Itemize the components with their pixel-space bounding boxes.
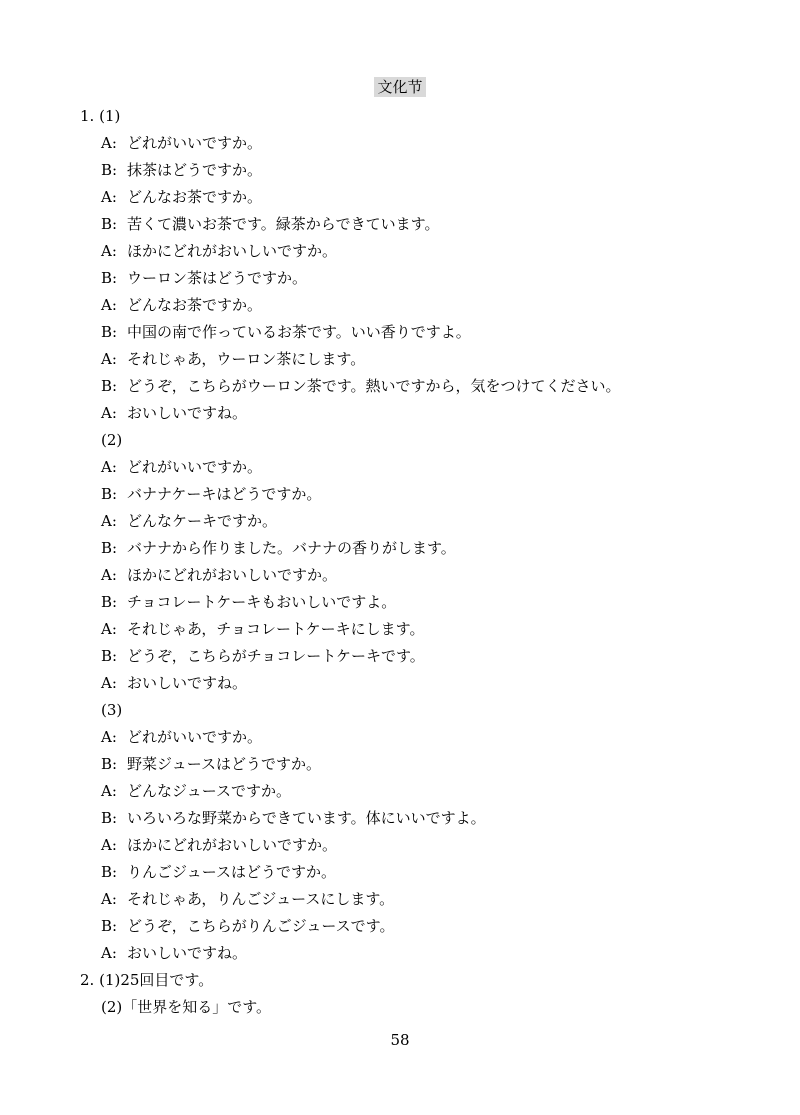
- dialog-line: B: どうぞ，こちらがりんごジュースです。: [101, 917, 395, 935]
- dialog-line: A: それじゃあ，チョコレートケーキにします。: [101, 620, 425, 638]
- dialog-line: A: どれがいいですか。: [101, 134, 263, 152]
- dialog-line: B: ウーロン茶はどうですか。: [101, 269, 308, 287]
- dialog-line: B: バナナから作りました。バナナの香りがします。: [101, 539, 456, 557]
- dialog-line: A: それじゃあ，ウーロン茶にします。: [101, 350, 366, 368]
- page-title: 文化节: [0, 76, 800, 98]
- dialog-line: B: 苦くて濃いお茶です。緑茶からできています。: [101, 215, 440, 233]
- subsection-label: (2): [101, 431, 123, 449]
- section-2-heading: 2. (1)25回目です。: [80, 971, 214, 989]
- page-number: 58: [390, 1031, 410, 1049]
- dialog-line: A: どれがいいですか。: [101, 458, 263, 476]
- dialog-line: B: 野菜ジュースはどうですか。: [101, 755, 321, 773]
- dialog-line: A: どんなジュースですか。: [101, 782, 291, 800]
- dialog-line: B: どうぞ，こちらがウーロン茶です。熱いですから，気をつけてください。: [101, 377, 621, 395]
- dialog-line: B: バナナケーキはどうですか。: [101, 485, 322, 503]
- dialog-line: B: いろいろな野菜からできています。体にいいですよ。: [101, 809, 486, 827]
- dialog-line: B: チョコレートケーキもおいしいですよ。: [101, 593, 397, 611]
- dialog-line: B: りんごジュースはどうですか。: [101, 863, 336, 881]
- dialog-line: A: ほかにどれがおいしいですか。: [101, 242, 338, 260]
- dialog-line: A: どんなお茶ですか。: [101, 188, 263, 206]
- dialog-line: A: ほかにどれがおいしいですか。: [101, 836, 338, 854]
- dialog-line: A: おいしいですね。: [101, 674, 248, 692]
- answer-line: (2)「世界を知る」です。: [101, 998, 272, 1016]
- dialog-line: B: 中国の南で作っているお茶です。いい香りですよ。: [101, 323, 471, 341]
- dialog-line: A: どんなお茶ですか。: [101, 296, 263, 314]
- dialog-line: B: 抹茶はどうですか。: [101, 161, 263, 179]
- dialog-line: B: どうぞ，こちらがチョコレートケーキです。: [101, 647, 425, 665]
- dialog-line: A: それじゃあ，りんごジュースにします。: [101, 890, 395, 908]
- dialog-line: A: おいしいですね。: [101, 944, 248, 962]
- section-1-heading: 1. (1): [80, 107, 121, 125]
- dialog-line: A: どれがいいですか。: [101, 728, 263, 746]
- dialog-line: A: おいしいですね。: [101, 404, 248, 422]
- subsection-label: (3): [101, 701, 123, 719]
- dialog-line: A: ほかにどれがおいしいですか。: [101, 566, 338, 584]
- dialog-line: A: どんなケーキですか。: [101, 512, 278, 530]
